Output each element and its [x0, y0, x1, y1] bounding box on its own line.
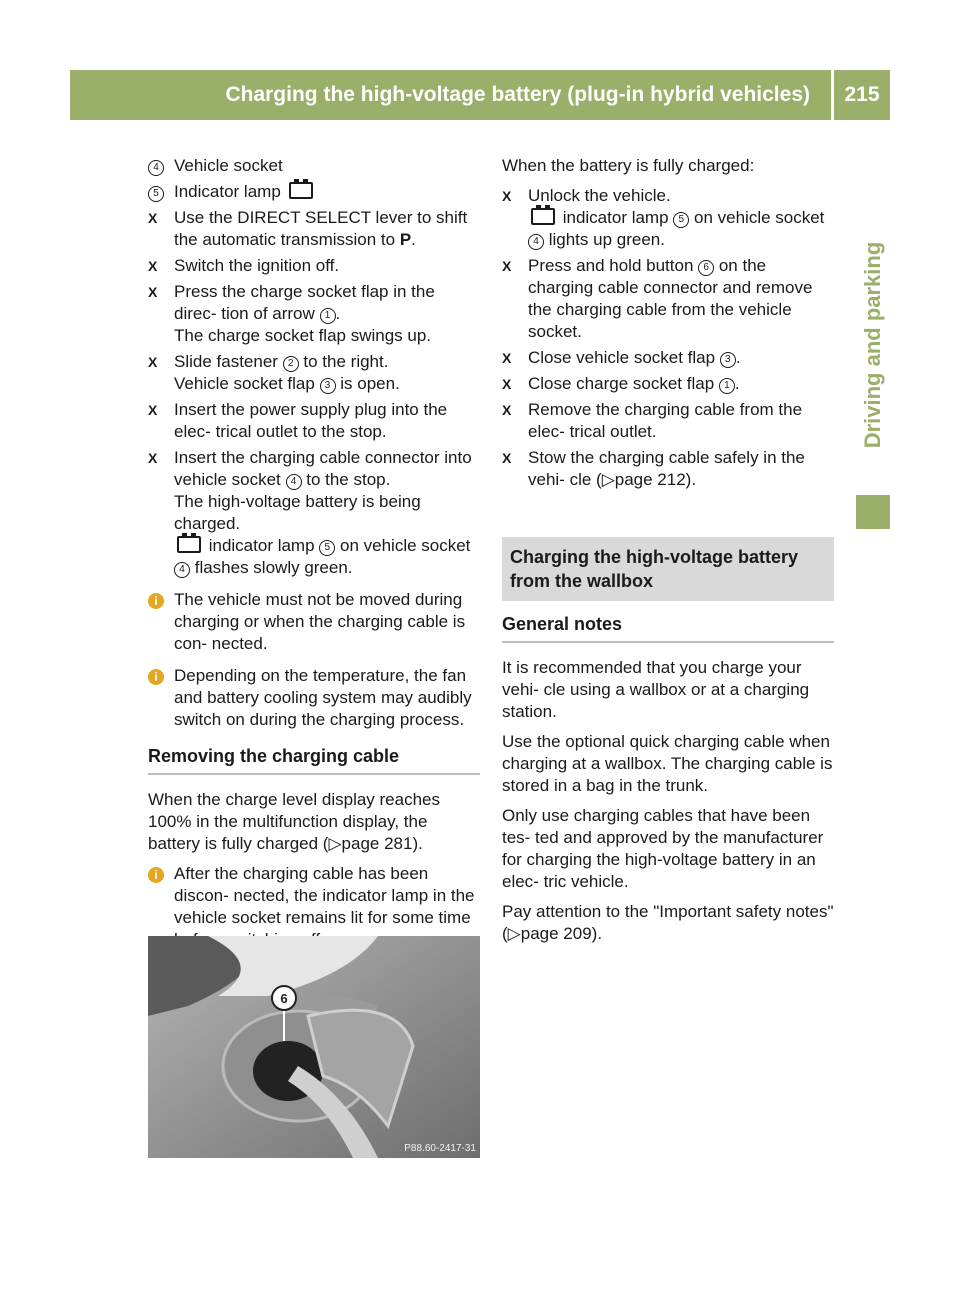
step — [502, 373, 834, 395]
step — [502, 399, 834, 443]
paragraph: Only use charging cables that have been tes- ted and approved by the manufacturer for charging the high-voltage battery in an elec- tric vehicle. — [502, 806, 824, 891]
section-title-box: Charging the high-voltage battery from the wallbox — [502, 537, 834, 601]
photo-illustration — [148, 936, 480, 1158]
step — [148, 447, 480, 579]
note-text: Depending on the temperature, the fan and battery cooling system may audibly switch on during the charging process. — [174, 666, 472, 729]
step — [502, 255, 834, 343]
step-marker-icon: X — [148, 258, 158, 274]
step-marker-icon: X — [502, 376, 512, 392]
text: is open. — [335, 374, 400, 393]
step-text: Switch the ignition off. — [174, 256, 340, 275]
step-text: Unlock the vehicle. — [528, 186, 671, 205]
gear-p: P — [399, 230, 412, 249]
paragraph: When the battery is fully charged: — [502, 156, 755, 175]
page-link[interactable]: page 209). — [520, 924, 603, 943]
step-marker-icon: X — [148, 450, 158, 466]
info-note — [148, 665, 480, 731]
section-heading: Removing the charging cable — [148, 745, 480, 775]
subsection-heading: General notes — [502, 613, 834, 643]
chapter-label: Driving and parking — [860, 241, 885, 449]
text: Pay attention to the "Important safety notes" ( — [502, 902, 834, 943]
info-note — [148, 589, 480, 655]
figure-callout: 6 — [280, 991, 288, 1006]
callout-5-icon: 5 — [319, 540, 335, 556]
page-ref-arrow-icon: ▷ — [328, 834, 342, 853]
text: on vehicle socket — [689, 208, 825, 227]
page-link[interactable]: page 212). — [614, 470, 697, 489]
page-header-title: Charging the high-voltage battery (plug-in hybrid vehicles) — [225, 83, 810, 106]
paragraph — [148, 789, 480, 855]
paragraph: It is recommended that you charge your vehi- cle using a wallbox or at a charging station. — [502, 658, 810, 721]
callout-4-icon: 4 — [148, 160, 164, 176]
step — [148, 351, 480, 395]
battery-indicator-icon — [531, 208, 555, 225]
battery-indicator-icon — [289, 182, 313, 199]
charging-socket-photo — [148, 936, 480, 1158]
page-number: 215 — [844, 83, 880, 106]
callout-6-icon: 6 — [698, 260, 714, 276]
step-result: The high-voltage battery is being charged. — [174, 492, 421, 533]
step-marker-icon: X — [502, 350, 512, 366]
text: on the charging cable connector and remove the charging cable from the vehicle socket. — [528, 256, 813, 341]
step — [502, 347, 834, 369]
legend-label: Vehicle socket — [174, 156, 283, 175]
step-marker-icon: X — [148, 354, 158, 370]
step-text: Remove the charging cable from the elec- trical outlet. — [528, 400, 803, 441]
text: to the stop. — [301, 470, 391, 489]
step-marker-icon: X — [502, 402, 512, 418]
legend-item-5 — [148, 181, 480, 203]
side-chapter-tab — [856, 230, 890, 460]
step-text: Press and hold button — [528, 256, 699, 275]
callout-1-icon: 1 — [320, 308, 336, 324]
step-marker-icon: X — [502, 258, 512, 274]
legend-item-4 — [148, 155, 480, 177]
step-text: Close charge socket flap — [528, 374, 719, 393]
text: When the charge level display reaches 100% in the multifunction display, the battery is fully charged ( — [148, 790, 440, 853]
info-icon: i — [148, 867, 164, 883]
step-text: Use the DIRECT SELECT lever to shift the automatic transmission to — [174, 208, 468, 249]
step-text: Slide fastener — [174, 352, 283, 371]
text: . — [335, 304, 341, 323]
info-icon: i — [148, 669, 164, 685]
note-text: After the charging cable has been discon- nected, the indicator lamp in the vehicle socket remains lit for some time — [174, 864, 475, 927]
callout-2-icon: 2 — [283, 356, 299, 372]
step-marker-icon: X — [148, 284, 158, 300]
step-marker-icon: X — [148, 210, 158, 226]
text: . — [411, 230, 416, 249]
step — [148, 399, 480, 443]
callout-5-icon: 5 — [148, 186, 164, 202]
text: on vehicle socket — [335, 536, 471, 555]
info-icon: i — [148, 593, 164, 609]
callout-5-icon: 5 — [673, 212, 689, 228]
paragraph: Use the optional quick charging cable when charging at a wallbox. The charging cable is stored in a bag in the trunk. — [502, 732, 833, 795]
step — [502, 185, 834, 251]
text: . — [734, 374, 740, 393]
step-text: Press the charge socket flap in the direc- tion of arrow — [174, 282, 435, 323]
page-link[interactable]: page 281). — [341, 834, 423, 853]
step-result: Vehicle socket flap — [174, 374, 320, 393]
step-text: Stow the charging cable safely in the vehi- cle ( — [528, 448, 805, 489]
side-marker — [856, 495, 890, 529]
callout-1-icon: 1 — [719, 378, 735, 394]
step-text: Insert the charging cable connector into vehicle socket — [174, 448, 472, 489]
text: flashes slowly green. — [190, 558, 353, 577]
step — [148, 207, 480, 251]
step-marker-icon: X — [148, 402, 158, 418]
step — [502, 447, 834, 491]
legend-label: Indicator lamp — [174, 182, 281, 201]
paragraph — [502, 901, 834, 945]
step — [148, 281, 480, 347]
step-text: Close vehicle socket flap — [528, 348, 720, 367]
callout-4-icon: 4 — [528, 234, 544, 250]
text: indicator lamp — [204, 536, 320, 555]
battery-indicator-icon — [177, 536, 201, 553]
text: indicator lamp — [558, 208, 674, 227]
callout-3-icon: 3 — [320, 378, 336, 394]
page-ref-arrow-icon: ▷ — [601, 470, 615, 489]
right-column — [502, 155, 834, 953]
note-text: The vehicle must not be moved during charging or when the charging cable is con- nected. — [174, 590, 466, 653]
text: lights up green. — [544, 230, 665, 249]
callout-4-icon: 4 — [286, 474, 302, 490]
text: to the right. — [298, 352, 389, 371]
step — [148, 255, 480, 277]
figure-code: P88.60-2417-31 — [404, 1143, 476, 1154]
step-text: Insert the power supply plug into the elec- trical outlet to the stop. — [174, 400, 448, 441]
step-marker-icon: X — [502, 188, 512, 204]
callout-3-icon: 3 — [720, 352, 736, 368]
left-column — [148, 155, 480, 955]
page-ref-arrow-icon: ▷ — [507, 924, 521, 943]
callout-4-icon: 4 — [174, 562, 190, 578]
step-result: The charge socket flap swings up. — [174, 326, 432, 345]
text: . — [735, 348, 741, 367]
step-marker-icon: X — [502, 450, 512, 466]
